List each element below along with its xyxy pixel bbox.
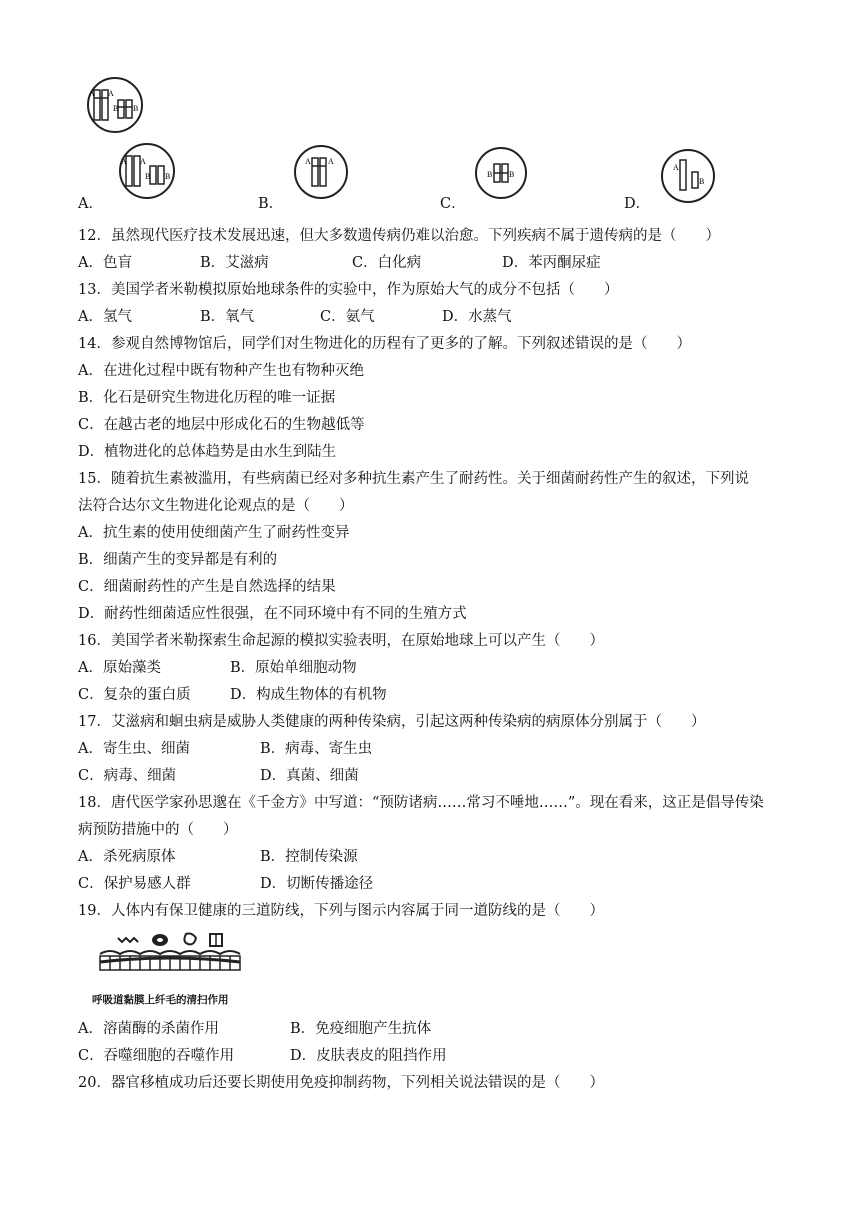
q15-option-d[interactable]: D．耐药性细菌适应性很强，在不同环境中有不同的生殖方式 xyxy=(78,606,467,622)
q16-option-d[interactable]: D．构成生物体的有机物 xyxy=(230,687,387,703)
q18-stem-line2: 病预防措施中的（ ） xyxy=(78,822,238,838)
q12-option-b[interactable]: B．艾滋病 xyxy=(200,255,269,271)
svg-text:B: B xyxy=(509,170,515,179)
q15-option-c[interactable]: C．细菌耐药性的产生是自然选择的结果 xyxy=(78,579,336,595)
q20-stem: 20．器官移植成功后还要长期使用免疫抑制药物，下列相关说法错误的是（ ） xyxy=(78,1075,604,1091)
q15-option-a[interactable]: A．抗生素的使用使细菌产生了耐药性变异 xyxy=(78,525,350,541)
q19-figure-caption: 呼吸道黏膜上纤毛的清扫作用 xyxy=(92,994,229,1006)
q13-option-d[interactable]: D．水蒸气 xyxy=(442,309,512,325)
q11-option-a-figure xyxy=(112,142,182,200)
q14-option-d[interactable]: D．植物进化的总体趋势是由水生到陆生 xyxy=(78,444,337,460)
q16-option-b[interactable]: B．原始单细胞动物 xyxy=(230,660,357,676)
q19-option-a[interactable]: A．溶菌酶的杀菌作用 xyxy=(78,1021,219,1037)
cell-chromosome-diagram xyxy=(112,142,182,200)
q17-stem: 17．艾滋病和蛔虫病是威胁人类健康的两种传染病，引起这两种传染病的病原体分别属于（ ） xyxy=(78,714,706,730)
svg-text:A: A xyxy=(305,157,311,166)
q18-option-d[interactable]: D．切断传播途径 xyxy=(260,876,374,892)
q12-option-a[interactable]: A．色盲 xyxy=(78,255,132,271)
q11-reference-cell-figure xyxy=(80,76,150,138)
q12-stem: 12．虽然现代医疗技术发展迅速，但大多数遗传病仍难以治愈。下列疾病不属于遗传病的是（ ） xyxy=(78,228,720,244)
svg-text:B: B xyxy=(145,172,151,181)
q16-stem: 16．美国学者米勒探索生命起源的模拟实验表明，在原始地球上可以产生（ ） xyxy=(78,633,604,649)
q11-option-a-label[interactable]: A． xyxy=(78,196,103,212)
q19-option-c[interactable]: C．吞噬细胞的吞噬作用 xyxy=(78,1048,235,1064)
q12-option-d[interactable]: D．苯丙酮尿症 xyxy=(502,255,601,271)
svg-text:A: A xyxy=(140,157,146,166)
cell-chromosome-diagram xyxy=(80,76,150,134)
q14-option-a[interactable]: A．在进化过程中既有物种产生也有物种灭绝 xyxy=(78,363,364,379)
q11-option-c-figure xyxy=(470,146,532,200)
cilia-mucosa-illustration xyxy=(90,930,250,986)
svg-text:A: A xyxy=(108,89,114,98)
q13-option-a[interactable]: A．氢气 xyxy=(78,309,132,325)
cell-chromosome-diagram xyxy=(656,148,720,204)
q18-option-c[interactable]: C．保护易感人群 xyxy=(78,876,191,892)
cell-chromosome-diagram xyxy=(290,144,352,200)
q19-option-b[interactable]: B．免疫细胞产生抗体 xyxy=(290,1021,432,1037)
q11-option-d-label[interactable]: D． xyxy=(624,196,651,212)
q12-option-c[interactable]: C．白化病 xyxy=(352,255,422,271)
cell-chromosome-diagram xyxy=(470,146,532,200)
q16-option-c[interactable]: C．复杂的蛋白质 xyxy=(78,687,191,703)
svg-text:B: B xyxy=(165,172,171,181)
q11-option-d-figure xyxy=(656,148,720,204)
svg-text:B: B xyxy=(133,104,139,113)
q14-option-b[interactable]: B．化石是研究生物进化历程的唯一证据 xyxy=(78,390,336,406)
q18-option-b[interactable]: B．控制传染源 xyxy=(260,849,358,865)
q19-respiratory-cilia-figure xyxy=(90,930,250,1007)
svg-text:A: A xyxy=(328,157,334,166)
q13-option-b[interactable]: B．氧气 xyxy=(200,309,255,325)
svg-text:B: B xyxy=(699,177,705,186)
q15-option-b[interactable]: B．细菌产生的变异都是有利的 xyxy=(78,552,278,568)
q11-option-c-label[interactable]: C． xyxy=(440,196,466,212)
q13-option-c[interactable]: C．氨气 xyxy=(320,309,375,325)
q15-stem-line2: 法符合达尔文生物进化论观点的是（ ） xyxy=(78,498,354,514)
q17-option-d[interactable]: D．真菌、细菌 xyxy=(260,768,359,784)
q14-option-c[interactable]: C．在越古老的地层中形成化石的生物越低等 xyxy=(78,417,365,433)
q11-option-b-figure xyxy=(290,144,352,200)
q17-option-c[interactable]: C．病毒、细菌 xyxy=(78,768,177,784)
q15-stem-line1: 15．随着抗生素被滥用，有些病菌已经对多种抗生素产生了耐药性。关于细菌耐药性产生的叙述，下列说 xyxy=(78,471,749,487)
q18-stem-line1: 18．唐代医学家孙思邈在《千金方》中写道：“预防诸病……常习不唾地……”。现在看来，这正是倡导传染 xyxy=(78,795,764,811)
q13-stem: 13．美国学者米勒模拟原始地球条件的实验中，作为原始大气的成分不包括（ ） xyxy=(78,282,619,298)
q11-option-b-label[interactable]: B． xyxy=(258,196,284,212)
svg-text:B: B xyxy=(113,104,119,113)
svg-text:A: A xyxy=(89,89,95,98)
svg-text:A: A xyxy=(121,157,127,166)
q17-option-b[interactable]: B．病毒、寄生虫 xyxy=(260,741,373,757)
q19-stem: 19．人体内有保卫健康的三道防线，下列与图示内容属于同一道防线的是（ ） xyxy=(78,903,604,919)
q19-option-d[interactable]: D．皮肤表皮的阻挡作用 xyxy=(290,1048,447,1064)
q16-option-a[interactable]: A．原始藻类 xyxy=(78,660,161,676)
q14-stem: 14．参观自然博物馆后，同学们对生物进化的历程有了更多的了解。下列叙述错误的是（ ） xyxy=(78,336,691,352)
svg-text:A: A xyxy=(673,163,679,172)
svg-text:B: B xyxy=(487,170,493,179)
q17-option-a[interactable]: A．寄生虫、细菌 xyxy=(78,741,190,757)
q18-option-a[interactable]: A．杀死病原体 xyxy=(78,849,176,865)
